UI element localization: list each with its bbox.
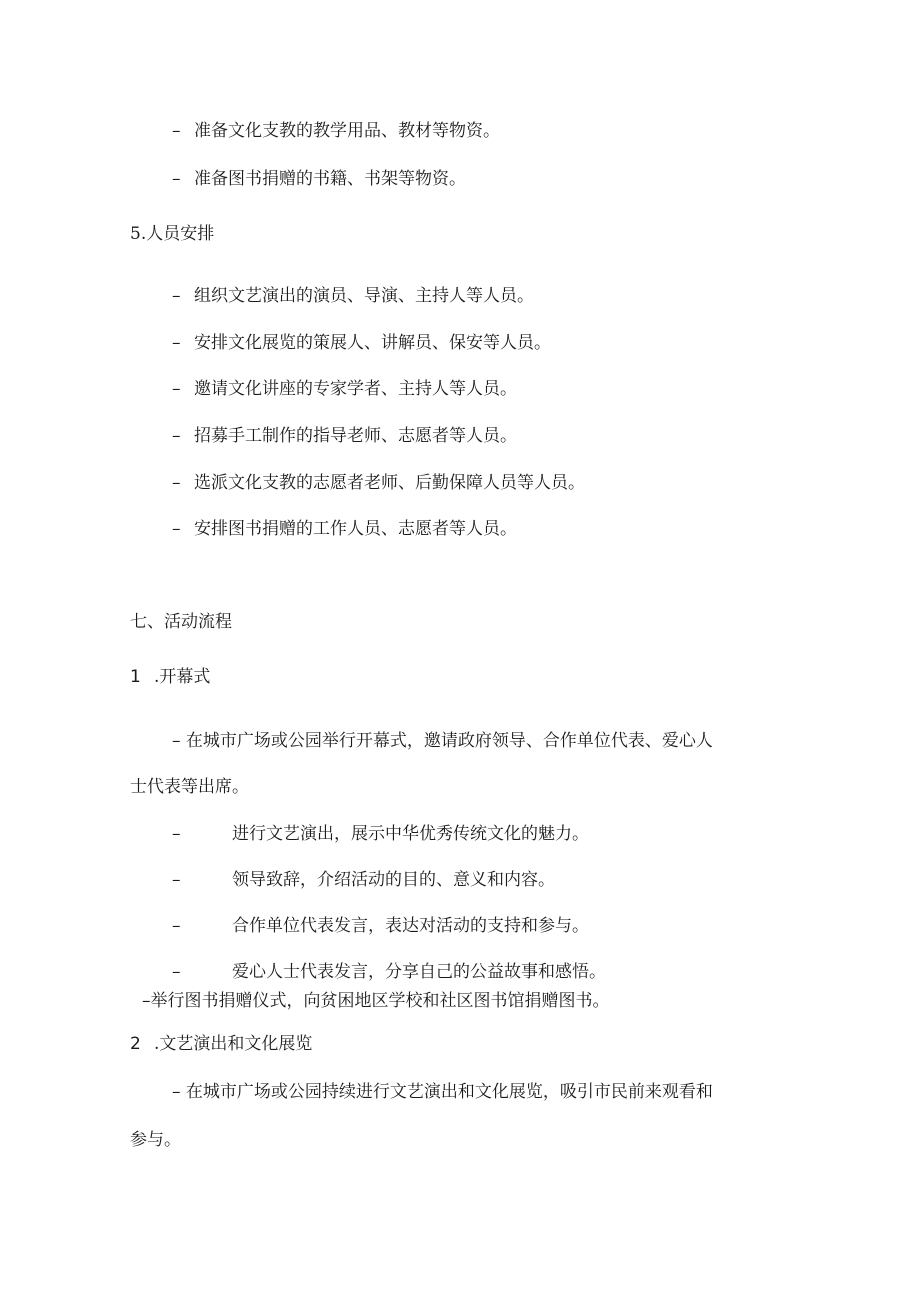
- subsection-number: 1: [130, 667, 141, 687]
- subsection-number: 2: [130, 1034, 141, 1054]
- list-item: [172, 518, 517, 540]
- section-heading-5: 5.人员安排: [130, 224, 215, 244]
- list-item-text: 招募手工制作的指导老师、志愿者等人员。: [194, 426, 517, 446]
- subsection-heading-2: [130, 1033, 312, 1055]
- list-item: [172, 915, 589, 937]
- bullet-dash: –: [172, 379, 181, 399]
- list-item: [172, 425, 517, 447]
- bullet-dash: –: [172, 426, 181, 446]
- paragraph-line: – 在城市广场或公园举行开幕式，邀请政府领导、合作单位代表、爱心人: [172, 731, 713, 751]
- list-item: [172, 378, 517, 400]
- list-item: [172, 120, 500, 142]
- list-item: [172, 869, 555, 891]
- paragraph-line: – 在城市广场或公园持续进行文艺演出和文化展览，吸引市民前来观看和: [172, 1082, 713, 1102]
- paragraph-line: 参与。: [130, 1130, 181, 1150]
- bullet-dash: –: [172, 286, 181, 306]
- list-item-text: 合作单位代表发言，表达对活动的支持和参与。: [232, 916, 589, 936]
- subsection-heading-1: [130, 666, 210, 688]
- bullet-dash: –: [172, 824, 181, 844]
- bullet-dash: –: [172, 121, 181, 141]
- list-item-text: 安排图书捐赠的工作人员、志愿者等人员。: [194, 519, 517, 539]
- list-item-text: 领导致辞，介绍活动的目的、意义和内容。: [232, 870, 555, 890]
- bullet-dash: –: [172, 169, 181, 189]
- list-item: [172, 961, 606, 983]
- list-item-text: 邀请文化讲座的专家学者、主持人等人员。: [194, 379, 517, 399]
- list-item: [172, 472, 585, 494]
- bullet-dash: –: [172, 473, 181, 493]
- list-item-text: 准备图书捐赠的书籍、书架等物资。: [194, 169, 466, 189]
- bullet-dash: –: [172, 916, 181, 936]
- list-item-text: 安排文化展览的策展人、讲解员、保安等人员。: [194, 333, 551, 353]
- bullet-dash: –: [172, 519, 181, 539]
- list-item-text: 组织文艺演出的演员、导演、主持人等人员。: [194, 286, 534, 306]
- bullet-dash: –: [172, 333, 181, 353]
- paragraph-line: –举行图书捐赠仪式，向贫困地区学校和社区图书馆捐赠图书。: [142, 991, 610, 1011]
- list-item-text: 选派文化支教的志愿者老师、后勤保障人员等人员。: [194, 473, 585, 493]
- list-item: [172, 285, 534, 307]
- list-item-text: 进行文艺演出，展示中华优秀传统文化的魅力。: [232, 824, 589, 844]
- paragraph-line: 士代表等出席。: [130, 777, 249, 797]
- subsection-title: .文艺演出和文化展览: [154, 1034, 313, 1054]
- subsection-title: .开幕式: [154, 667, 211, 687]
- list-item: [172, 823, 589, 845]
- section-heading-7: 七、活动流程: [130, 612, 232, 632]
- bullet-dash: –: [172, 870, 181, 890]
- list-item: [172, 332, 551, 354]
- list-item: [172, 168, 466, 190]
- list-item-text: 爱心人士代表发言，分享自己的公益故事和感悟。: [232, 962, 606, 982]
- list-item-text: 准备文化支教的教学用品、教材等物资。: [194, 121, 500, 141]
- bullet-dash: –: [172, 962, 181, 982]
